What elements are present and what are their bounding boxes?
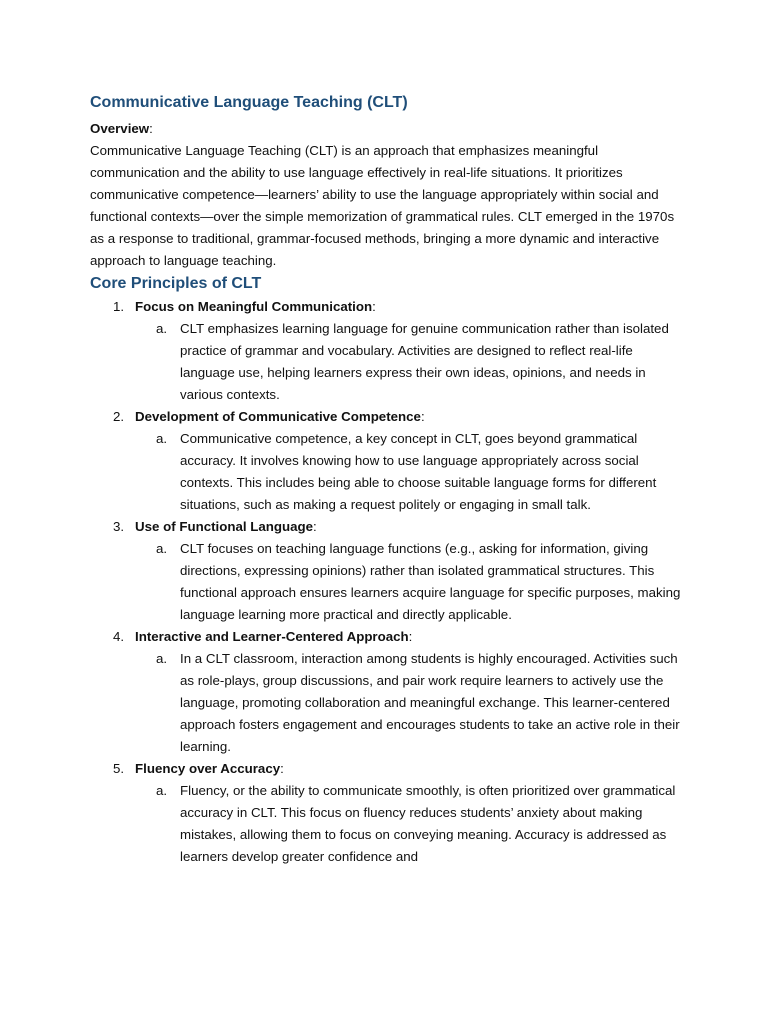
principle-subitem — [134, 318, 690, 406]
principle-item-1 — [90, 296, 690, 406]
principle-subitem — [134, 648, 690, 758]
principle-item-4 — [90, 626, 690, 758]
subitem-text: In a CLT classroom, interaction among students is highly encouraged. Activities such as role-plays, group discussions, and pair work require learners to actively use the language, promoting collaboration and meaningful exchange. This learner-centered approach fosters engagement and encourages students to take an active role in their learning. — [180, 651, 680, 754]
overview-paragraph: Communicative Language Teaching (CLT) is an approach that emphasizes meaningful communication and the ability to use language effectively in real-life situations. It prioritizes communicative competence—learners’ ability to use the language appropriately within social and functional contexts—over the simple memorization of grammatical rules. CLT emerged in the 1970s as a response to traditional, grammar-focused methods, bringing a more dynamic and interactive approach to language teaching. — [90, 143, 675, 268]
principle-colon: : — [372, 299, 376, 314]
subitem-text: CLT emphasizes learning language for genuine communication rather than isolated practice of grammar and vocabulary. Activities are designed to reflect real-life language use, helping learners express their own ideas, opinions, and needs in various contexts. — [180, 321, 669, 402]
subitem-letter: a. — [156, 651, 168, 666]
principle-title: Interactive and Learner-Centered Approach — [135, 629, 409, 644]
principle-colon: : — [313, 519, 317, 534]
subitem-letter: a. — [156, 783, 168, 798]
subitem-text: Communicative competence, a key concept in CLT, goes beyond grammatical accuracy. It involves knowing how to use language appropriately across social contexts. This includes being able to choose suitable language forms for different situations, such as making a request politely or engaging in small talk. — [180, 431, 657, 512]
subitem-text: Fluency, or the ability to communicate smoothly, is often prioritized over grammatical accuracy in CLT. This focus on fluency reduces students’ anxiety about making mistakes, allowing them to focus on conveying meaning. Accuracy is addressed as learners develop greater confidence and — [180, 783, 676, 864]
principle-title: Use of Functional Language — [135, 519, 314, 534]
subitem-text: CLT focuses on teaching language functions (e.g., asking for information, giving directions, expressing opinions) rather than isolated grammatical structures. This functional approach ensures learners acquire language for specific purposes, making language learning more practical and directly applicable. — [180, 541, 681, 622]
overview-heading — [90, 118, 690, 140]
overview-colon: : — [149, 121, 153, 136]
principle-title: Development of Communicative Competence — [135, 409, 421, 424]
principle-subitem — [134, 538, 690, 626]
document-page — [90, 92, 690, 868]
principle-number: 3. — [113, 519, 125, 534]
core-principles-heading: Core Principles of CLT — [90, 275, 262, 292]
subitem-letter: a. — [156, 321, 168, 336]
principle-subitem — [134, 780, 690, 868]
principle-number: 2. — [113, 409, 125, 424]
subitem-letter: a. — [156, 431, 168, 446]
principle-title: Focus on Meaningful Communication — [135, 299, 373, 314]
overview-label: Overview — [90, 121, 150, 136]
principle-subitem — [134, 428, 690, 516]
document-title: Communicative Language Teaching (CLT) — [90, 94, 408, 111]
principle-title: Fluency over Accuracy — [135, 761, 281, 776]
principle-item-2 — [90, 406, 690, 516]
principle-item-5 — [90, 758, 690, 868]
principle-number: 4. — [113, 629, 125, 644]
principle-number: 1. — [113, 299, 125, 314]
principle-colon: : — [280, 761, 284, 776]
principle-number: 5. — [113, 761, 125, 776]
subitem-letter: a. — [156, 541, 168, 556]
principles-list — [90, 296, 690, 868]
principle-colon: : — [420, 409, 425, 424]
principle-item-3 — [90, 516, 690, 626]
principle-colon: : — [408, 629, 413, 644]
